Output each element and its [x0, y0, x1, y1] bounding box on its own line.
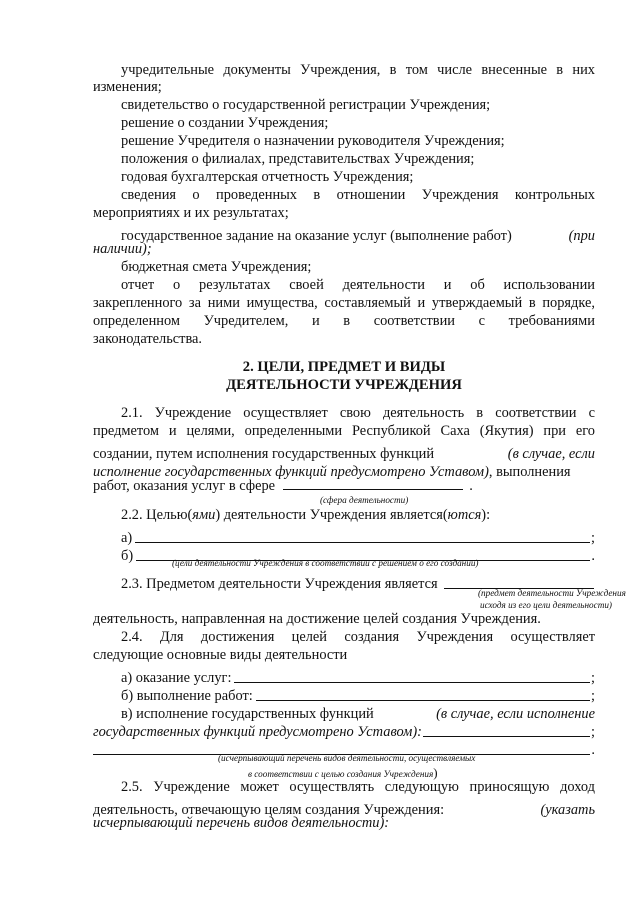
- paragraph-line: б) выполнение работ: ;: [121, 688, 595, 704]
- field-caption: (сфера деятельности): [320, 495, 409, 505]
- list-line: сведения о проведенных в отношении Учреждения контрольных: [121, 187, 595, 203]
- paragraph-line: исполнение государственных функций предусмотрено Уставом) , выполнения: [93, 464, 571, 480]
- list-line: определенном Учредителем, и в соответствии с требованиями: [93, 313, 595, 329]
- paragraph-line: следующие основные виды деятельности: [93, 647, 348, 663]
- list-line: государственное задание на оказание услуг (выполнение работ) (при: [121, 228, 595, 244]
- list-line: свидетельство о государственной регистрации Учреждения;: [121, 97, 491, 113]
- paragraph-line: в) исполнение государственных функций (в случае, если исполнение: [121, 706, 595, 722]
- paragraph-line: 2.4. Для достижения целей создания Учреждения осуществляет: [121, 629, 595, 645]
- list-line: законодательства.: [93, 331, 203, 347]
- paragraph-line: предметом и целями, определенными Республикой Саха (Якутия) при его: [93, 423, 595, 439]
- list-line: изменения;: [93, 79, 162, 95]
- paragraph-line: деятельность, отвечающую целям создания Учреждения: (указать: [93, 802, 595, 818]
- list-line: отчет о результатах своей деятельности и об использовании: [121, 277, 595, 293]
- paragraph-line: а) оказание услуг: ;: [121, 670, 595, 686]
- list-line: решение Учредителя о назначении руководителя Учреждения;: [121, 133, 505, 149]
- list-line: решение о создании Учреждения;: [121, 115, 329, 131]
- paragraph-line: деятельность, направленная на достижение целей создания Учреждения.: [93, 611, 541, 627]
- field-caption: (предмет деятельности Учреждения: [478, 588, 626, 598]
- paragraph-line: 2.5. Учреждение может осуществлять следующую приносящую доход: [121, 779, 595, 795]
- field-caption: (исчерпывающий перечень видов деятельности, осуществляемых: [218, 753, 476, 763]
- list-line: положения о филиалах, представительствах Учреждения;: [121, 151, 475, 167]
- paragraph-line: исчерпывающий перечень видов деятельности):: [93, 815, 390, 831]
- paragraph-line: 2.1. Учреждение осуществляет свою деятельность в соответствии с: [121, 405, 595, 421]
- paragraph-line: .: [93, 737, 595, 759]
- list-line: годовая бухгалтерская отчетность Учреждения;: [121, 169, 414, 185]
- field-caption: в соответствии с целью создания Учреждения): [248, 765, 438, 780]
- paragraph-line: создании, путем исполнения государственных функций (в случае, если: [93, 446, 595, 462]
- list-line: мероприятиях и их результатах;: [93, 205, 289, 221]
- sphere-blank[interactable]: [283, 477, 463, 490]
- paragraph-line: б) .: [121, 548, 595, 564]
- list-line: закрепленного за ними имущества, составляемый и утверждаемый в порядке,: [93, 295, 595, 311]
- section-heading: 2. ЦЕЛИ, ПРЕДМЕТ И ВИДЫ: [242, 359, 446, 375]
- paragraph-line: 2.2. Целью(ями) деятельности Учреждения является(ются):: [121, 507, 491, 523]
- paragraph-line: работ, оказания услуг в сфере .: [93, 478, 473, 494]
- list-line: наличии);: [93, 241, 152, 257]
- list-line: учредительные документы Учреждения, в том числе внесенные в них: [121, 62, 595, 78]
- field-caption: исходя из его цели деятельности): [480, 600, 612, 610]
- paragraph-line: а) ;: [121, 530, 595, 546]
- paragraph-line: государственных функций предусмотрено Уставом): ;: [93, 724, 595, 740]
- list-line: бюджетная смета Учреждения;: [121, 259, 312, 275]
- field-caption: (цели деятельности Учреждения в соответствии с решением о его создании): [172, 558, 479, 568]
- section-heading: ДЕЯТЕЛЬНОСТИ УЧРЕЖДЕНИЯ: [226, 377, 462, 393]
- paragraph-line: 2.3. Предметом деятельности Учреждения является: [121, 571, 595, 593]
